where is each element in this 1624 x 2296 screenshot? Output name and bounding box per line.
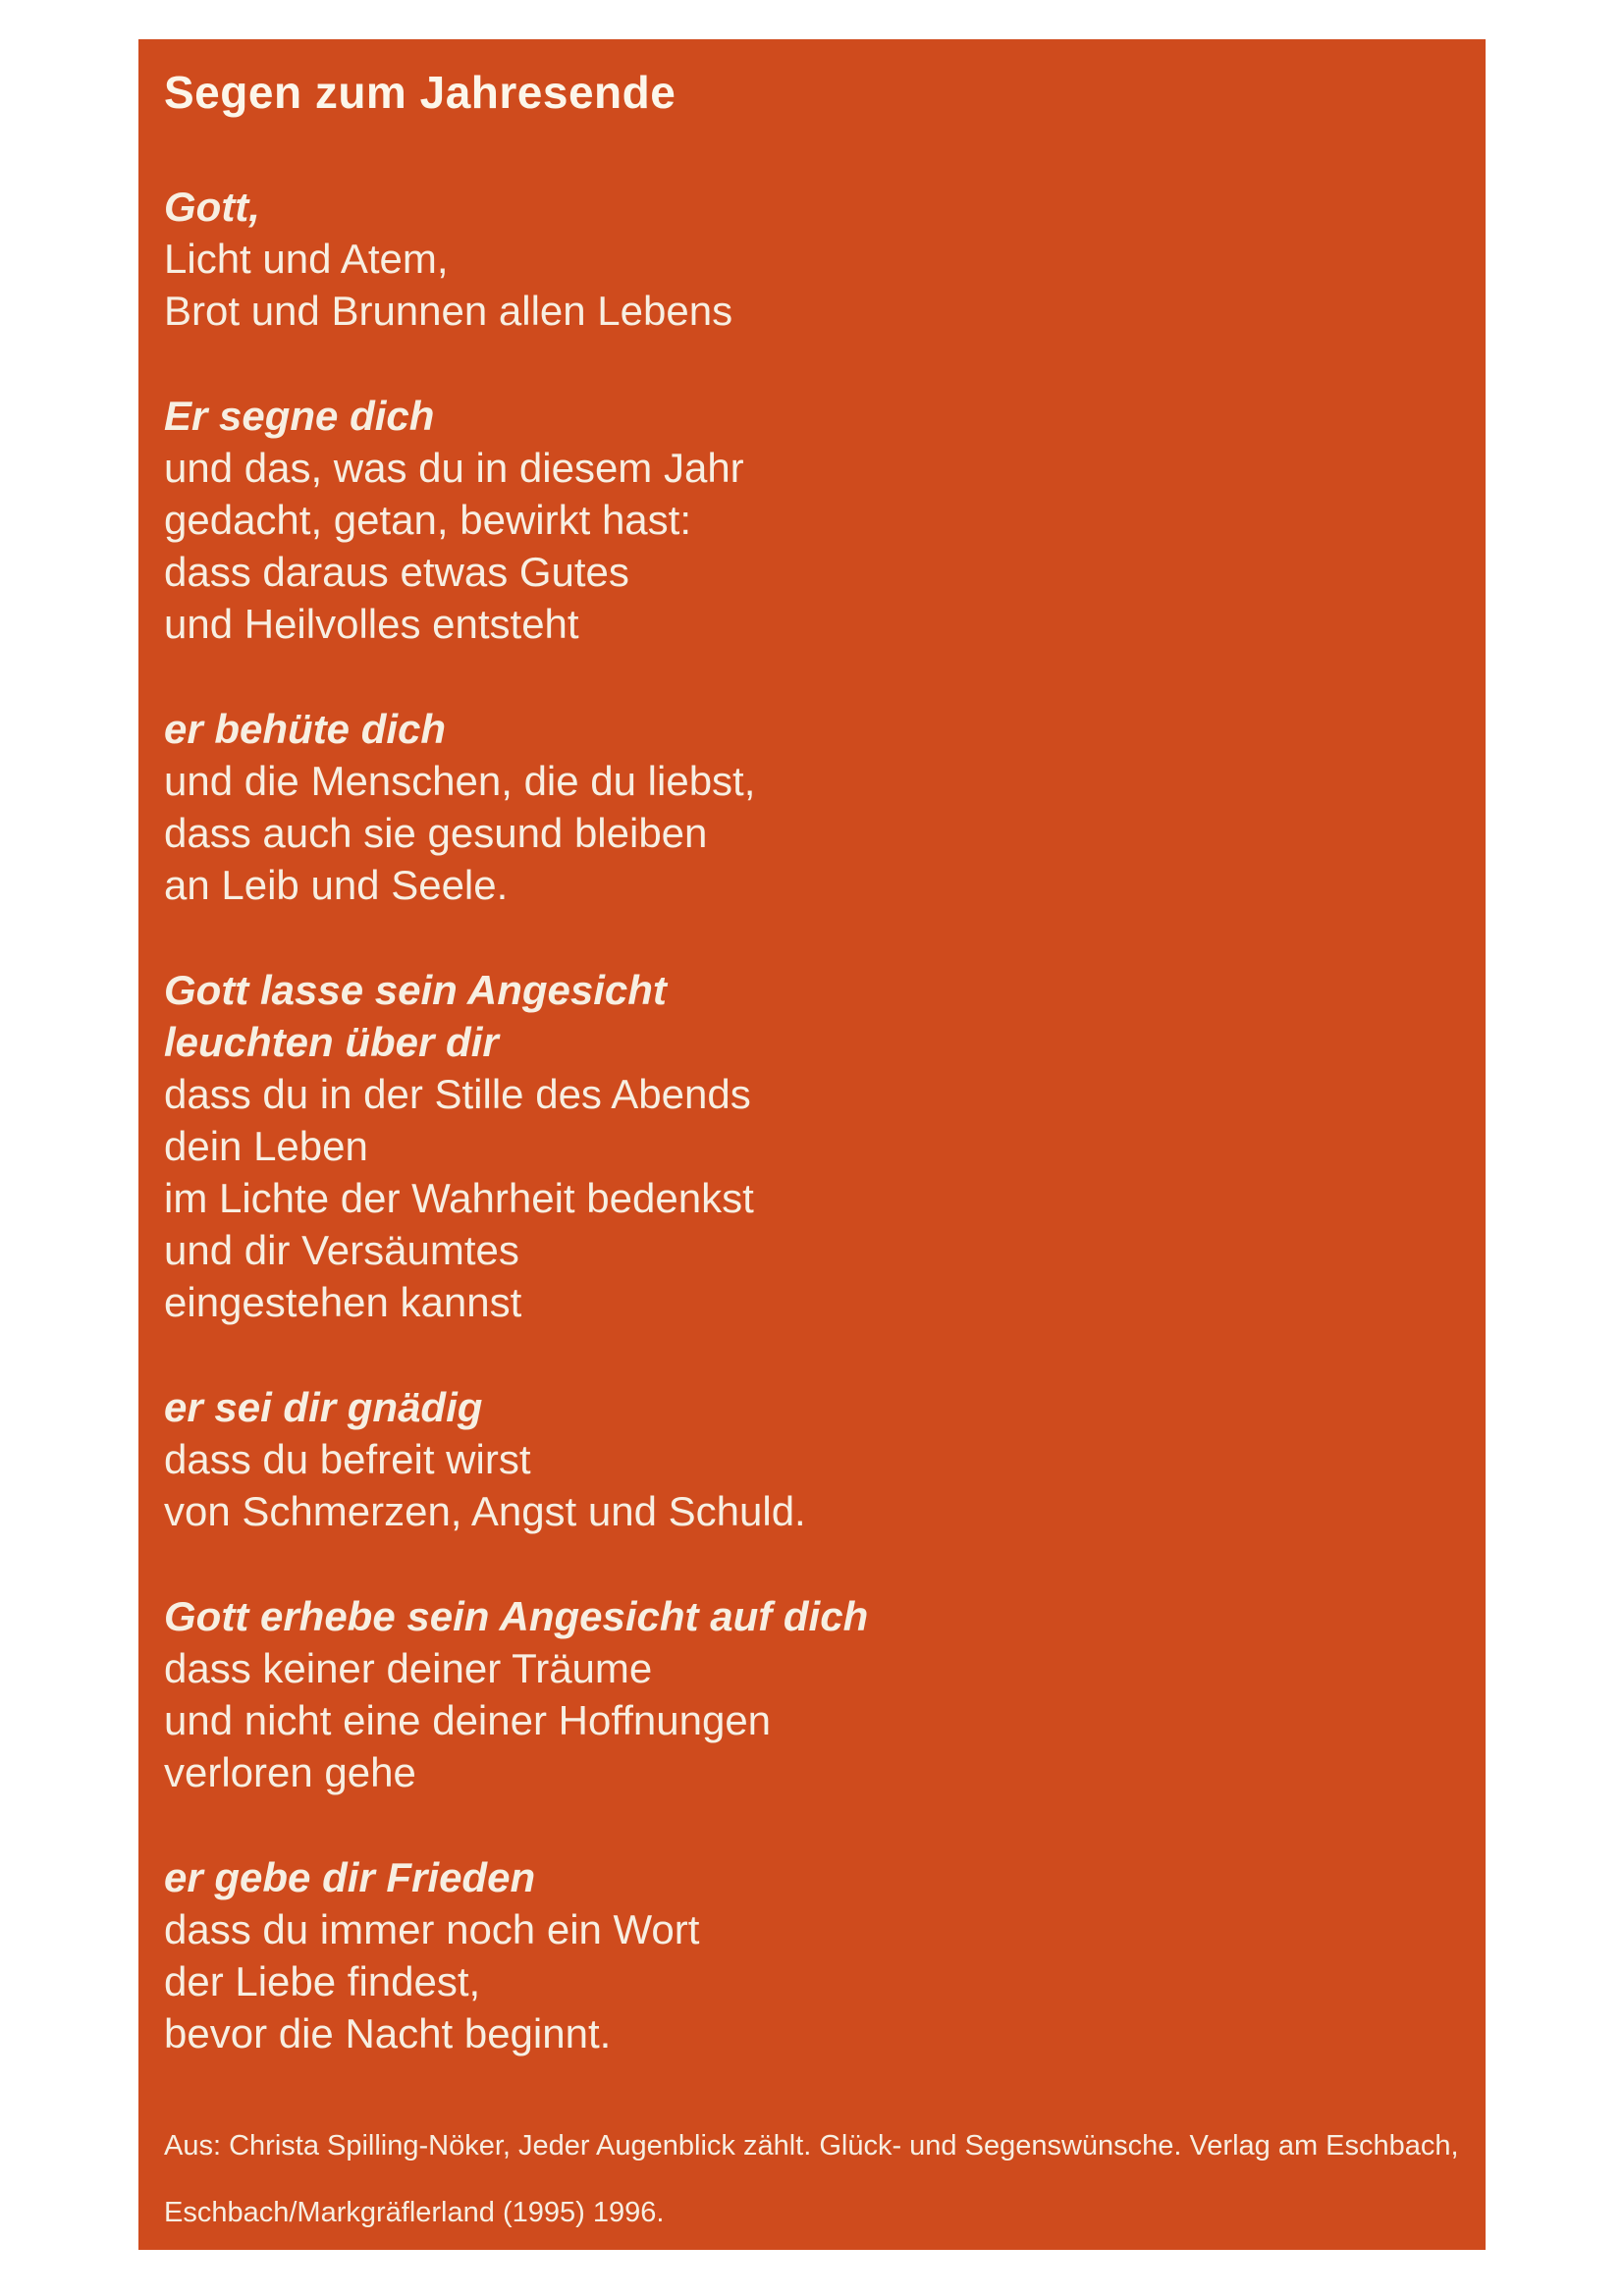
- poem-line: der Liebe findest,: [164, 1958, 481, 2004]
- poem-line: dass daraus etwas Gutes: [164, 549, 629, 595]
- poem-line: gedacht, getan, bewirkt hast:: [164, 497, 691, 543]
- poem-line: dass keiner deiner Träume: [164, 1645, 653, 1691]
- stanza-7: [164, 1851, 1466, 2059]
- stanza-header: Gott,: [164, 184, 260, 230]
- poem-line: an Leib und Seele.: [164, 862, 509, 908]
- stanza-1: [164, 181, 1466, 337]
- poem-line: verloren gehe: [164, 1749, 416, 1795]
- page-title: Segen zum Jahresende: [164, 67, 677, 118]
- poem-line: dass du immer noch ein Wort: [164, 1906, 700, 1952]
- poem-line: Brot und Brunnen allen Lebens: [164, 288, 733, 334]
- poem-line: dass auch sie gesund bleiben: [164, 810, 708, 856]
- stanza-4: [164, 964, 1466, 1328]
- poem-line: dass du in der Stille des Abends: [164, 1071, 751, 1117]
- citation-line: Eschbach/Markgräflerland (1995) 1996.: [164, 2197, 665, 2228]
- poem-line: dass du befreit wirst: [164, 1436, 531, 1482]
- citation-line: Aus: Christa Spilling-Nöker, Jeder Augenblick zählt. Glück- und Segenswünsche. Verlag am Eschbach,: [164, 2130, 1459, 2162]
- stanza-2: [164, 390, 1466, 650]
- poem-line: im Lichte der Wahrheit bedenkst: [164, 1175, 754, 1221]
- poem-line: bevor die Nacht beginnt.: [164, 2010, 612, 2056]
- stanza-header: er gebe dir Frieden: [164, 1854, 536, 1900]
- poem-line: dein Leben: [164, 1123, 368, 1169]
- poem-line: von Schmerzen, Angst und Schuld.: [164, 1488, 806, 1534]
- stanza-5: [164, 1381, 1466, 1537]
- poem-line: Licht und Atem,: [164, 236, 449, 282]
- stanza-header: er behüte dich: [164, 706, 447, 752]
- stanza-header: leuchten über dir: [164, 1019, 499, 1065]
- stanza-header: er sei dir gnädig: [164, 1384, 483, 1430]
- stanza-3: [164, 703, 1466, 911]
- poem-line: und Heilvolles entsteht: [164, 601, 579, 647]
- stanza-header: Gott lasse sein Angesicht: [164, 967, 667, 1013]
- poem-line: und nicht eine deiner Hoffnungen: [164, 1697, 772, 1743]
- poem-line: und die Menschen, die du liebst,: [164, 758, 756, 804]
- poem-line: eingestehen kannst: [164, 1279, 522, 1325]
- citation: [164, 2112, 1466, 2246]
- poem-line: und dir Versäumtes: [164, 1227, 519, 1273]
- stanza-header: Er segne dich: [164, 393, 435, 439]
- poem-line: und das, was du in diesem Jahr: [164, 445, 744, 491]
- poem-card: [138, 39, 1486, 2250]
- stanza-6: [164, 1590, 1466, 1798]
- stanza-header: Gott erhebe sein Angesicht auf dich: [164, 1593, 869, 1639]
